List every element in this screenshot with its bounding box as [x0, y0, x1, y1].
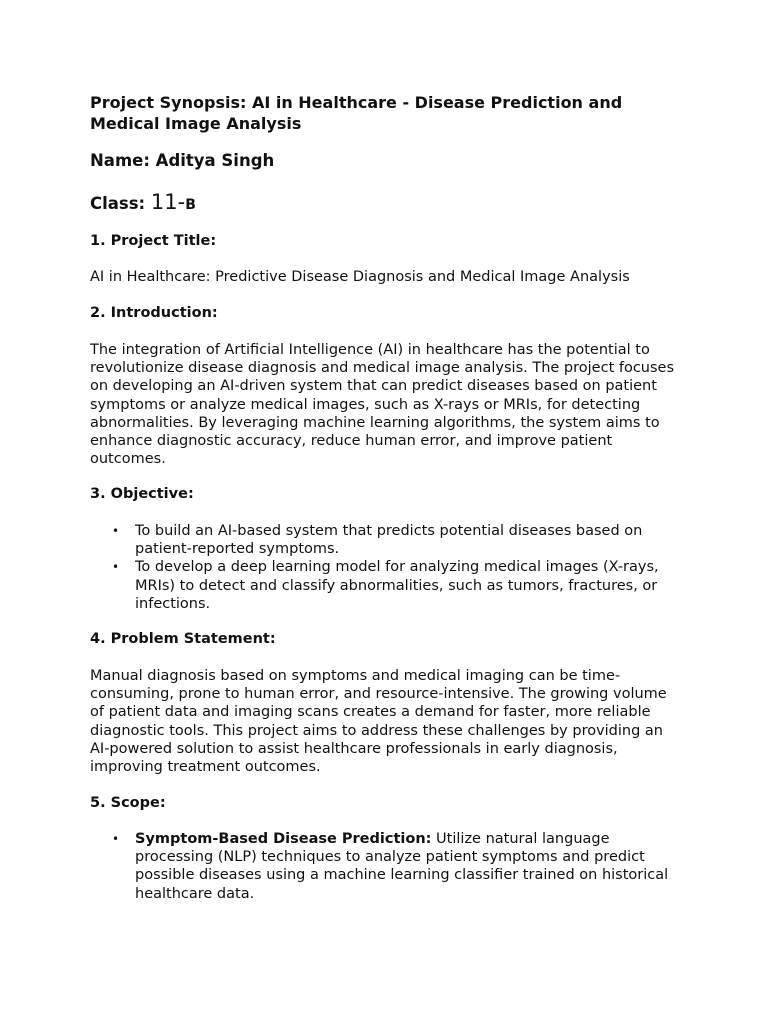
objective-item-text: To build an AI-based system that predicts potential diseases based on patient-reported symptoms. — [135, 523, 643, 558]
project-title-text: AI in Healthcare: Predictive Disease Diagnosis and Medical Image Analysis — [90, 269, 630, 285]
scope-list — [90, 830, 680, 903]
bullet-icon: • — [112, 832, 120, 846]
scope-item-text: Utilize natural language processing (NLP) techniques to analyze patient symptoms and predict possible diseases using a machine learning classifier trained on historical healthcare data. — [135, 831, 669, 902]
bullet-icon: • — [112, 524, 120, 538]
list-item — [90, 558, 670, 613]
student-name: Name: Aditya Singh — [90, 151, 275, 170]
objective-item-text: To develop a deep learning model for analyzing medical images (X-rays, MRIs) to detect and classify abnormalities, such as tumors, fractures, or infections. — [135, 559, 659, 612]
class-section: B — [185, 197, 196, 213]
section-heading-scope: 5. Scope: — [90, 795, 166, 811]
section-heading-problem-statement: 4. Problem Statement: — [90, 631, 276, 647]
introduction-text: The integration of Artificial Intelligence (AI) in healthcare has the potential to revolutionize disease diagnosis and medical image analysis. The project focuses on developing an AI-driven system that can predict diseases based on patient symptoms or analyze medical images, such as X-rays or MRIs, for detecting abnormalities. By leveraging machine learning algorithms, the system aims to enhance diagnostic accuracy, reduce human error, and improve patient outcomes. — [90, 342, 675, 468]
section-heading-objective: 3. Objective: — [90, 486, 194, 502]
document-title: Project Synopsis: AI in Healthcare - Disease Prediction and Medical Image Analysis — [90, 93, 623, 133]
scope-item-lead: Symptom-Based Disease Prediction: — [135, 831, 432, 847]
student-class — [90, 190, 196, 214]
list-item — [90, 830, 670, 903]
section-heading-introduction: 2. Introduction: — [90, 305, 218, 321]
class-number: 11- — [150, 190, 186, 214]
objective-list — [90, 522, 680, 613]
list-item — [90, 522, 670, 558]
bullet-icon: • — [112, 560, 120, 575]
class-label: Class: — [90, 194, 151, 213]
problem-statement-text: Manual diagnosis based on symptoms and medical imaging can be time-consuming, prone to human error, and resource-intensive. The growing volume of patient data and imaging scans creates a demand for faster, more reliable diagnostic tools. This project aims to address these challenges by providing an AI-powered solution to assist healthcare professionals in early diagnosis, improving treatment outcomes. — [90, 668, 667, 776]
section-heading-project-title: 1. Project Title: — [90, 233, 217, 249]
